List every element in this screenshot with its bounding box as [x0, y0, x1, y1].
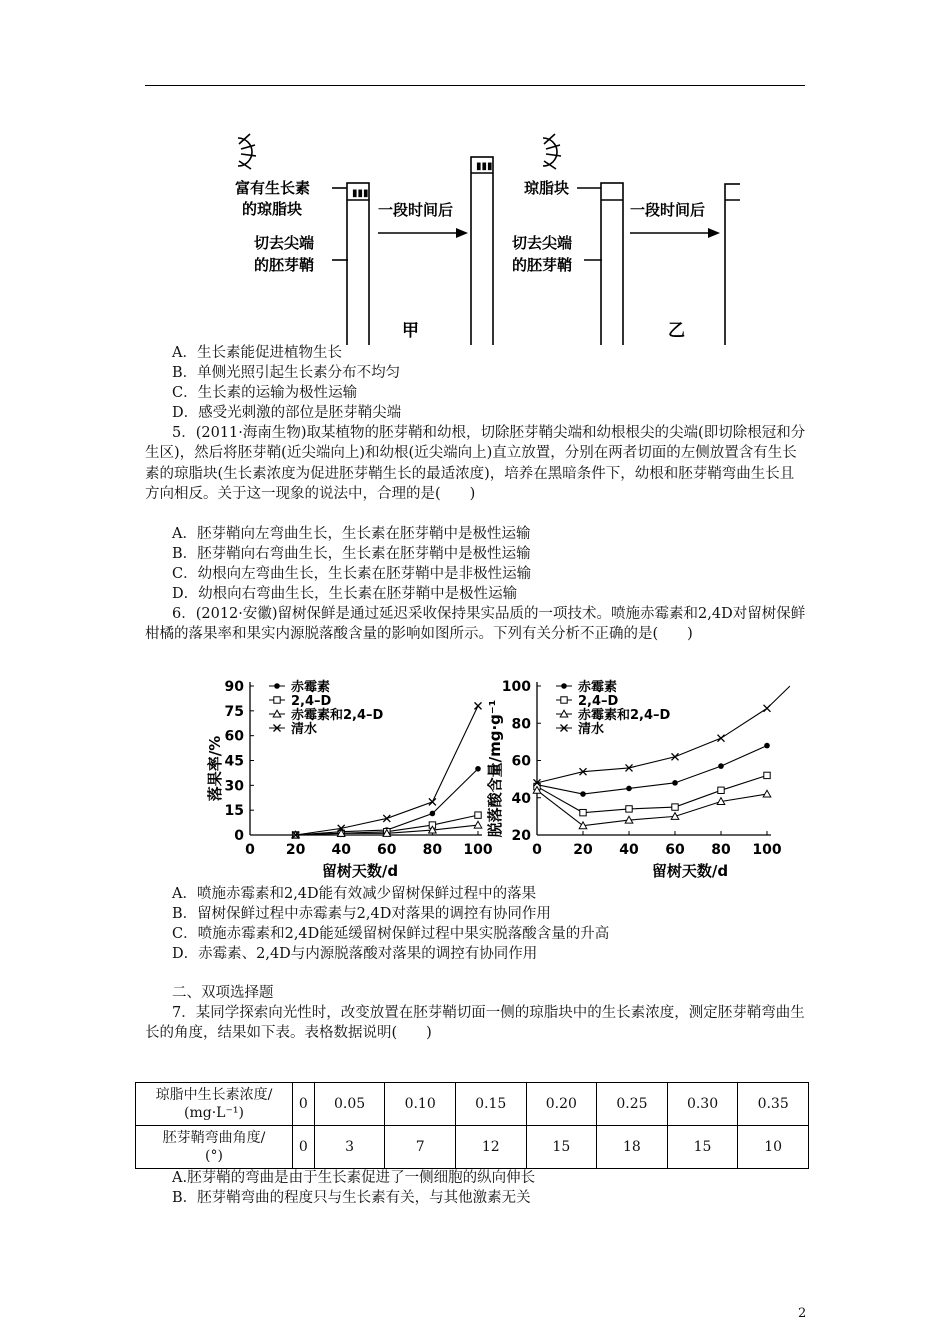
data-point: [475, 812, 481, 818]
y-axis-label: 落果率/%: [206, 735, 224, 802]
data-point: [718, 735, 725, 742]
legend-label: 2,4–D: [291, 694, 332, 709]
x-tick-label: 60: [377, 842, 397, 858]
table-row-header: 胚芽鞘弯曲角度/ (°): [136, 1126, 293, 1169]
y-tick-label: 40: [511, 790, 531, 807]
q7-option-a: A.胚芽鞘的弯曲是由于生长素促进了一侧细胞的纵向伸长: [172, 1170, 536, 1186]
yi-arrow-head: [708, 228, 720, 238]
data-point: [718, 763, 724, 769]
q4-option-b: B．单侧光照引起生长素分布不均匀: [172, 365, 401, 381]
q4-option-a: A．生长素能促进植物生长: [172, 345, 342, 361]
x-tick-label: 60: [665, 842, 685, 858]
q5-stem: 5．(2011·海南生物)取某植物的胚芽鞘和幼根，切除胚芽鞘尖端和幼根根尖的尖端(即切除根冠和分生区)，然后将胚芽鞘(近尖端向上)和幼根(近尖端向上)直立放置，分别在两者切面的左侧放置含有生长素的琼脂块(生长素浓度为促进胚芽鞘生长的最适浓度)，培养在黑暗条件下，幼根和胚芽鞘弯曲生长且方向相反。关于这一现象的说法中，合理的是( ): [145, 425, 806, 502]
x-axis-label: 留树天数/d: [321, 862, 399, 880]
y-tick-label: 80: [511, 716, 531, 733]
q6-option-b: B．留树保鲜过程中赤霉素与2,4D对落果的调控有协同作用: [172, 906, 551, 922]
q6-charts: [200, 670, 790, 890]
jia-caption: 甲: [402, 321, 419, 341]
x-axis-label: 留树天数/d: [651, 862, 729, 880]
y-tick-label: 15: [224, 803, 244, 820]
table-cell: 0.35: [738, 1083, 809, 1126]
q4-option-c: C．生长素的运输为极性运输: [172, 385, 358, 401]
data-point: [561, 697, 567, 703]
q6-option-a: A．喷施赤霉素和2,4D能有效减少留树保鲜过程中的落果: [172, 886, 537, 902]
table-row-header: 琼脂中生长素浓度/ (mg·L⁻¹): [136, 1083, 293, 1126]
table-cell: 10: [738, 1126, 809, 1169]
table-cell: 0.30: [667, 1083, 738, 1126]
series-line: [537, 775, 767, 812]
data-point: [580, 791, 586, 797]
svg-text:▮▮▮: ▮▮▮: [352, 188, 369, 199]
data-point: [274, 697, 280, 703]
jia-coleoptile-left: [347, 183, 369, 345]
table-cell: 0.25: [597, 1083, 668, 1126]
sun-icon: [543, 134, 561, 169]
yi-coleoptile-label-1: 切去尖端: [512, 234, 573, 252]
data-point: [429, 798, 436, 805]
y-tick-label: 100: [501, 679, 531, 695]
jia-block-label-2: 的琼脂块: [242, 200, 303, 218]
x-tick-label: 80: [711, 842, 731, 858]
page-number: 2: [798, 1306, 807, 1321]
data-point: [274, 683, 280, 689]
table-cell: 0.10: [385, 1083, 456, 1126]
legend-label: 清水: [291, 722, 318, 737]
data-point: [626, 806, 632, 812]
legend-label: 2,4–D: [578, 694, 619, 709]
table-cell: 12: [455, 1126, 526, 1169]
y-tick-label: 0: [234, 828, 244, 844]
x-tick-label: 0: [532, 842, 542, 858]
yi-block-label: 琼脂块: [524, 179, 570, 197]
data-point: [672, 753, 679, 760]
data-point: [475, 702, 482, 709]
table-cell: 0: [293, 1126, 315, 1169]
data-point: [763, 790, 771, 797]
q6-option-d: D．赤霉素、2,4D与内源脱落酸对落果的调控有协同作用: [172, 946, 538, 962]
q5-option-a: A．胚芽鞘向左弯曲生长，生长素在胚芽鞘中是极性运输: [172, 526, 531, 542]
coleoptile-figure: [220, 120, 740, 345]
yi-coleoptile-label-2: 的胚芽鞘: [512, 256, 573, 274]
x-tick-label: 20: [573, 842, 593, 858]
table-cell: 15: [526, 1126, 597, 1169]
x-tick-label: 100: [463, 842, 493, 858]
table-row: [136, 1126, 809, 1169]
svg-text:▮▮▮: ▮▮▮: [476, 161, 493, 172]
data-point: [561, 683, 567, 689]
table-cell: 0.15: [455, 1083, 526, 1126]
yi-coleoptile-left: [601, 183, 623, 345]
x-tick-label: 0: [245, 842, 255, 858]
y-tick-label: 90: [224, 679, 244, 695]
data-point: [672, 804, 678, 810]
table-cell: 18: [597, 1126, 668, 1169]
data-point: [474, 821, 482, 828]
series-line: [296, 769, 478, 835]
jia-coleoptile-right: [471, 157, 493, 345]
series-line: [296, 706, 478, 835]
data-point: [580, 809, 586, 815]
y-tick-label: 60: [224, 728, 244, 745]
table-row: [136, 1083, 809, 1126]
data-point: [475, 766, 481, 772]
q5-option-d: D．幼根向右弯曲生长，生长素在胚芽鞘中是极性运输: [172, 586, 518, 602]
y-tick-label: 45: [224, 753, 244, 770]
legend-label: 赤霉素: [578, 680, 618, 695]
series-line: [537, 686, 790, 783]
q5-option-c: C．幼根向左弯曲生长，生长素在胚芽鞘中是非极性运输: [172, 566, 532, 582]
table-cell: 7: [385, 1126, 456, 1169]
jia-coleoptile-label-2: 的胚芽鞘: [254, 256, 315, 274]
table-cell: 3: [314, 1126, 385, 1169]
x-tick-label: 40: [619, 842, 639, 858]
data-point: [764, 772, 770, 778]
data-point: [718, 787, 724, 793]
jia-block-label-1: 富有生长素: [235, 179, 311, 197]
data-point: [430, 811, 436, 817]
q7-option-b: B．胚芽鞘弯曲的程度只与生长素有关，与其他激素无关: [172, 1190, 531, 1206]
table-cell: 0.20: [526, 1083, 597, 1126]
q4-option-d: D．感受光刺激的部位是胚芽鞘尖端: [172, 405, 402, 421]
table-cell: 0: [293, 1083, 315, 1126]
x-tick-label: 80: [422, 842, 443, 858]
legend-label: 清水: [578, 722, 605, 737]
yi-coleoptile-right: [725, 184, 740, 345]
q7-table: [135, 1082, 809, 1169]
x-tick-label: 40: [331, 842, 351, 858]
yi-caption: 乙: [668, 321, 685, 341]
table-cell: 15: [667, 1126, 738, 1169]
q6-stem: 6．(2012·安徽)留树保鲜是通过延迟采收保持果实品质的一项技术。喷施赤霉素和2,4D对留树保鲜柑橘的落果率和果实内源脱落酸含量的影响如图所示。下列有关分析不正确的是( ): [145, 606, 806, 643]
data-point: [764, 705, 771, 712]
q5-option-b: B．胚芽鞘向右弯曲生长，生长素在胚芽鞘中是极性运输: [172, 546, 531, 562]
y-tick-label: 20: [511, 828, 531, 844]
y-axis-label: 脱落酸含量/mg·g⁻¹: [486, 699, 504, 838]
x-tick-label: 100: [752, 842, 782, 858]
yi-arrow-label: 一段时间后: [630, 201, 706, 219]
y-tick-label: 75: [224, 703, 244, 720]
y-tick-label: 30: [224, 778, 244, 795]
jia-arrow-head: [456, 228, 468, 238]
header-rule: [145, 85, 805, 86]
data-point: [626, 786, 632, 792]
q6-option-c: C．喷施赤霉素和2,4D能延缓留树保鲜过程中果实脱落酸含量的升高: [172, 926, 610, 942]
jia-coleoptile-label-1: 切去尖端: [254, 234, 315, 252]
q7-stem: 7．某同学探索向光性时，改变放置在胚芽鞘切面一侧的琼脂块中的生长素浓度，测定胚芽鞘弯曲生长的角度，结果如下表。表格数据说明( ): [145, 1005, 805, 1042]
legend-label: 赤霉素和2,4–D: [578, 708, 671, 723]
y-tick-label: 60: [511, 753, 531, 770]
table-cell: 0.05: [314, 1083, 385, 1126]
legend-label: 赤霉素: [291, 680, 331, 695]
data-point: [764, 743, 770, 749]
sun-icon: [238, 134, 256, 169]
data-point: [672, 780, 678, 786]
section2-title: 二、双项选择题: [172, 985, 274, 1001]
legend-label: 赤霉素和2,4–D: [291, 708, 384, 723]
x-tick-label: 20: [285, 842, 306, 858]
jia-arrow-label: 一段时间后: [378, 201, 454, 219]
